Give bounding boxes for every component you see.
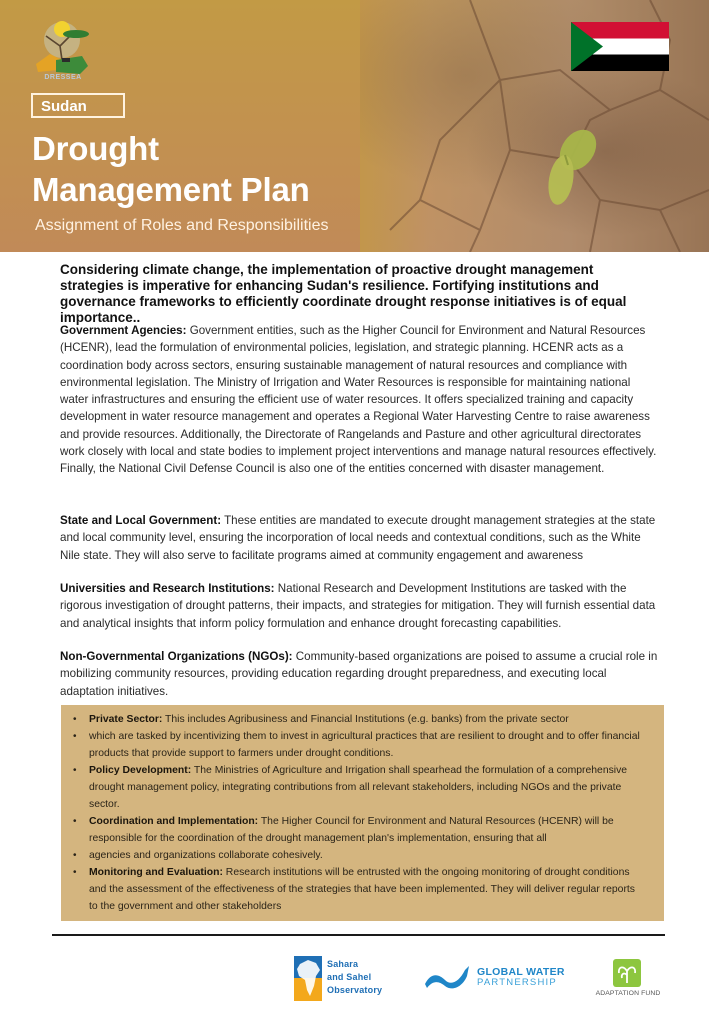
sso-line-3: Observatory	[327, 985, 383, 995]
section-universities-research	[60, 580, 660, 632]
bullet-icon: •	[73, 850, 77, 861]
section-government-agencies	[60, 322, 660, 478]
global-water-partnership-logo	[423, 962, 568, 992]
af-logo-text: ADAPTATION FUND	[595, 990, 661, 997]
sudan-flag-icon	[571, 22, 669, 71]
section-text: National Research and Development Institutions are tasked with the rigorous investigation of drought patterns, their impacts, and strategies for mitigation. They will furnish essential data and analytical insights that inform policy formulation and enhance drought forecasting capabilities.	[60, 582, 656, 630]
adaptation-fund-logo	[592, 959, 664, 1001]
section-text: These entities are mandated to execute drought management strategies at the state and local community level, ensuring the incorporation of local needs and contextual conditions, such as the White Nile state. They will also serve to facilitate programs aimed at community engagement and awareness	[60, 514, 656, 562]
gwp-line-2: PARTNERSHIP	[477, 977, 557, 988]
bullet-heading: Policy Development:	[89, 765, 192, 776]
sso-line-1: Sahara	[327, 959, 359, 969]
section-heading: Universities and Research Institutions:	[60, 582, 275, 595]
water-wave-icon	[423, 962, 473, 992]
bullet-text: This includes Agribusiness and Financial Institutions (e.g. banks) from the private sector	[162, 714, 569, 725]
bullet-heading: Private Sector:	[89, 714, 163, 725]
list-item	[71, 813, 644, 847]
logo-caption: DRESSEA	[44, 74, 82, 81]
title-line-2: Management Plan	[32, 171, 310, 208]
list-item	[71, 864, 644, 915]
bullet-text: which are tasked by incentivizing them to invest in agricultural practices that are resilient to drought and to offer financial products that provide support to farmers under drought conditions.	[89, 731, 640, 759]
intro-statement: Considering climate change, the implementation of proactive drought management strategies is imperative for enhancing Sudan's resilience. Fortifying institutions and governance frameworks to efficiently coordinate drought response initiatives is of equal importance..	[60, 262, 627, 325]
sso-logo-text	[327, 958, 382, 997]
section-text: Community-based organizations are poised to assume a crucial role in mobilizing community resources, providing education regarding drought preparedness, and executing local adaptation initiatives.	[60, 650, 658, 698]
fountain-icon	[613, 959, 641, 987]
bullet-heading: Monitoring and Evaluation:	[89, 867, 223, 878]
africa-map-icon	[294, 956, 322, 1001]
section-ngos	[60, 648, 660, 700]
list-item	[71, 711, 644, 728]
responsibilities-box	[61, 705, 664, 921]
section-heading: State and Local Government:	[60, 514, 222, 527]
bullet-icon: •	[73, 816, 77, 827]
bullet-icon: •	[73, 714, 77, 725]
section-state-local-government	[60, 512, 660, 564]
section-heading: Non-Governmental Organizations (NGOs):	[60, 650, 293, 663]
list-item	[71, 847, 644, 864]
header-banner	[0, 0, 709, 252]
page-title	[32, 128, 310, 210]
bullet-text: Research institutions will be entrusted with the ongoing monitoring of drought conditions and the assessment of the effectiveness of the strategies that have been implemented. They will deliver regular reports to the government and other stakeholders	[89, 867, 636, 912]
list-item	[71, 762, 644, 813]
bullet-icon: •	[73, 765, 77, 776]
footer-divider	[52, 934, 665, 936]
sso-line-2: and Sahel	[327, 972, 372, 982]
title-line-1: Drought	[32, 130, 159, 167]
bullet-text: The Higher Council for Environment and Natural Resources (HCENR) will be responsible for the coordination of the drought management plan's implementation, ensuring that all	[89, 816, 614, 844]
bullet-text: The Ministries of Agriculture and Irrigation shall spearhead the formulation of a comprehensive drought management policy, integrating contributions from all relevant stakeholders, including NGOs and the private sector.	[89, 765, 628, 810]
bullet-text: agencies and organizations collaborate cohesively.	[89, 850, 323, 861]
gwp-line-1: GLOBAL WATER	[477, 966, 565, 978]
page-subtitle: Assignment of Roles and Responsibilities	[35, 217, 329, 234]
sahara-sahel-observatory-logo	[294, 956, 394, 1001]
country-tag: Sudan	[31, 93, 125, 118]
list-item	[71, 728, 644, 762]
bullet-icon: •	[73, 867, 77, 878]
bullet-heading: Coordination and Implementation:	[89, 816, 259, 827]
section-heading: Government Agencies:	[60, 324, 187, 337]
bullet-icon: •	[73, 731, 77, 742]
section-text: Government entities, such as the Higher Council for Environment and Natural Resources (HCENR), lead the formulation of environmental policies, legislation, and strategic planning. HCENR acts as a coordination body across sectors, ensuring sustainable management of natural resources and compliance with environmental legislation. The Ministry of Irrigation and Water Resources is responsible for maintaining national water infrastructures and ensuring the efficient use of water resources. It offers specialized training and capacity development in water resource management and operates a Regional Water Harvesting Centre to raise awareness and provide resources. Additionally, the Directorate of Rangelands and Pasture and other agricultural directorates work closely with local and state bodies to implement project interventions and manage natural resources effectively. Finally, the National Civil Defense Council is also one of the entities concerned with disaster management.	[60, 324, 657, 476]
responsibilities-list	[71, 711, 644, 915]
